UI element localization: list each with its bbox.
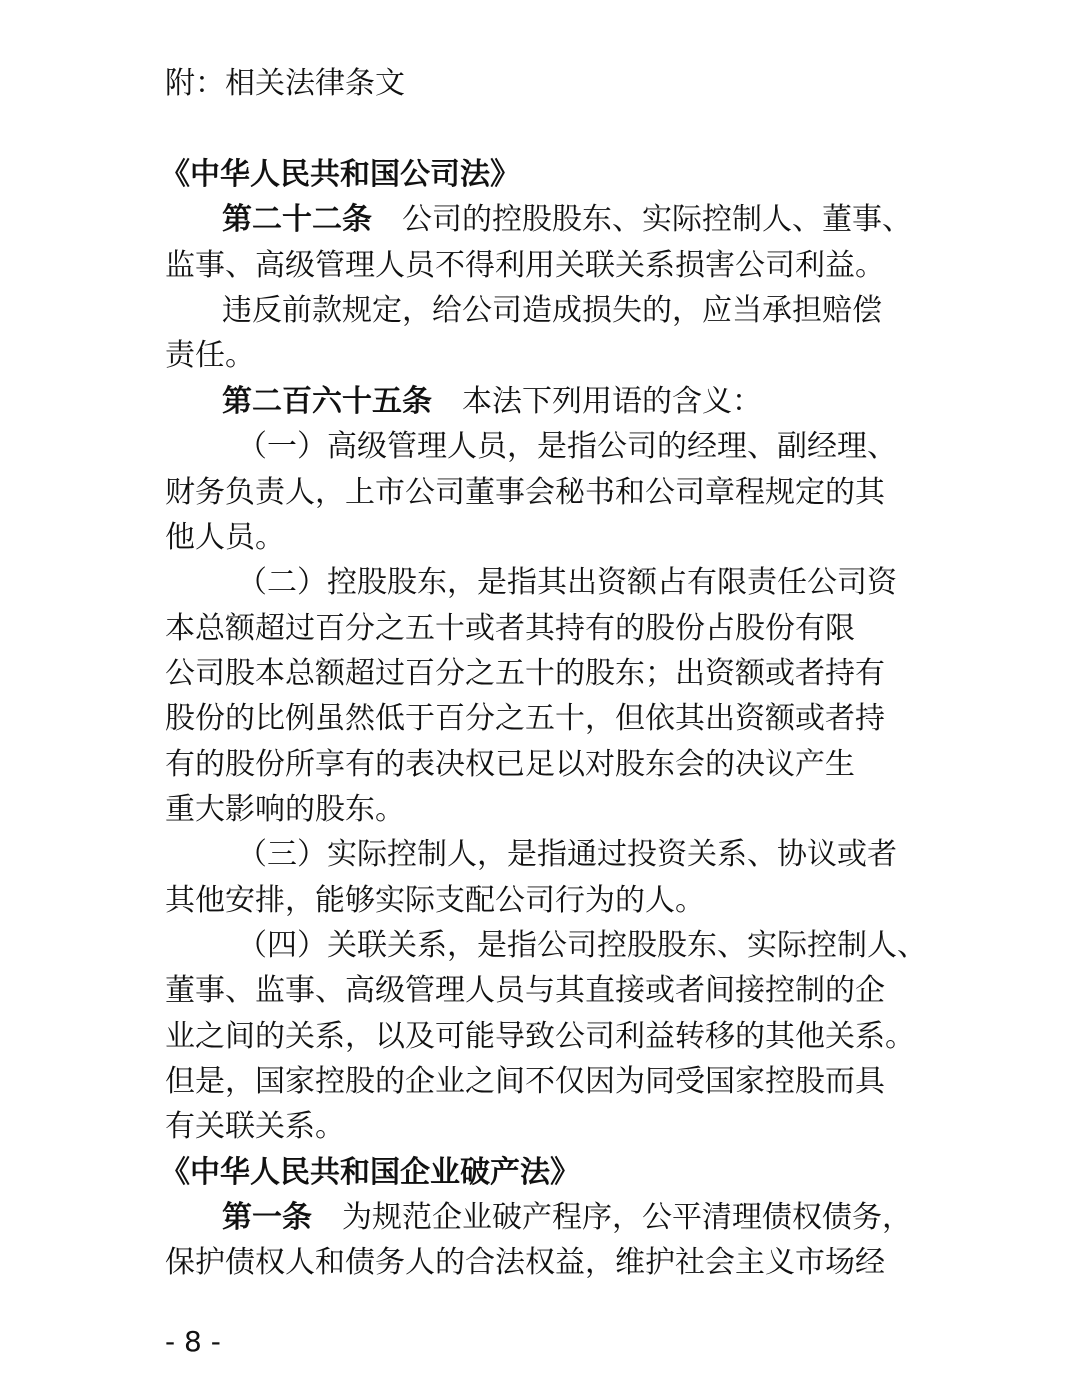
item-2-line-1: （二）控股股东，是指其出资额占有限责任公司资 bbox=[237, 565, 897, 600]
item-1-line-1: （一）高级管理人员，是指公司的经理、副经理、 bbox=[237, 429, 897, 464]
article-1-label: 第一条 bbox=[222, 1200, 312, 1235]
item-4-line-5: 有关联关系。 bbox=[165, 1109, 345, 1144]
item-2-line-5: 有的股份所享有的表决权已足以对股东会的决议产生 bbox=[165, 747, 855, 782]
page-number: - 8 - bbox=[165, 1325, 221, 1358]
item-1-line-2: 财务负责人，上市公司董事会秘书和公司章程规定的其 bbox=[165, 475, 885, 510]
article-22-line-2: 监事、高级管理人员不得利用关联关系损害公司利益。 bbox=[165, 248, 885, 283]
law-title-company-law: 《中华人民共和国公司法》 bbox=[160, 157, 520, 192]
item-3-line-2: 其他安排，能够实际支配公司行为的人。 bbox=[165, 883, 705, 918]
article-22-line-4: 责任。 bbox=[165, 338, 255, 373]
item-4-line-2: 董事、监事、高级管理人员与其直接或者间接控制的企 bbox=[165, 973, 885, 1008]
article-1-line-2: 保护债权人和债务人的合法权益，维护社会主义市场经 bbox=[165, 1245, 885, 1280]
article-22-line-1 bbox=[0, 200, 1080, 240]
item-4-line-4: 但是，国家控股的企业之间不仅因为同受国家控股而具 bbox=[165, 1064, 885, 1099]
item-2-line-4: 股份的比例虽然低于百分之五十，但依其出资额或者持 bbox=[165, 701, 885, 736]
article-265-label: 第二百六十五条 bbox=[222, 384, 432, 419]
item-3-line-1: （三）实际控制人，是指通过投资关系、协议或者 bbox=[237, 837, 897, 872]
item-4-line-3: 业之间的关系，以及可能导致公司利益转移的其他关系。 bbox=[165, 1019, 915, 1054]
article-22-label: 第二十二条 bbox=[222, 202, 372, 237]
appendix-header: 附：相关法律条文 bbox=[165, 66, 405, 101]
article-265-text: 本法下列用语的含义： bbox=[462, 384, 762, 419]
article-22-text: 公司的控股股东、实际控制人、董事、 bbox=[402, 202, 912, 237]
article-1-line-1 bbox=[0, 1198, 1080, 1238]
article-22-line-3: 违反前款规定，给公司造成损失的，应当承担赔偿 bbox=[222, 293, 882, 328]
article-1-text: 为规范企业破产程序，公平清理债权债务， bbox=[342, 1200, 912, 1235]
item-2-line-3: 公司股本总额超过百分之五十的股东；出资额或者持有 bbox=[165, 656, 885, 691]
item-4-line-1: （四）关联关系，是指公司控股股东、实际控制人、 bbox=[237, 928, 927, 963]
law-title-bankruptcy-law: 《中华人民共和国企业破产法》 bbox=[160, 1155, 580, 1190]
article-265-line-1 bbox=[0, 382, 1080, 422]
item-1-line-3: 他人员。 bbox=[165, 520, 285, 555]
item-2-line-6: 重大影响的股东。 bbox=[165, 792, 405, 827]
item-2-line-2: 本总额超过百分之五十或者其持有的股份占股份有限 bbox=[165, 611, 855, 646]
